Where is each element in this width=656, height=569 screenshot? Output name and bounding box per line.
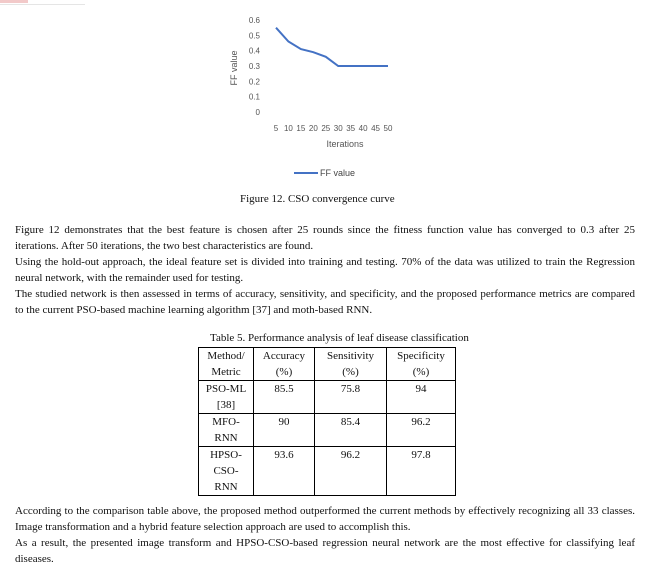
- header-sensitivity: Sensitivity (%): [315, 348, 387, 381]
- table-caption: Table 5. Performance analysis of leaf disease classification: [210, 332, 469, 344]
- x-tick-label: 45: [371, 124, 381, 133]
- accuracy-cell: 85.5: [254, 381, 315, 414]
- header-specificity: Specificity (%): [387, 348, 456, 381]
- x-tick-label: 20: [308, 124, 318, 133]
- method-cell: HPSO- CSO- RNN: [199, 447, 254, 496]
- x-tick-label: 10: [283, 124, 293, 133]
- y-tick-label: 0: [255, 108, 260, 117]
- method-cell: MFO- RNN: [199, 414, 254, 447]
- paragraph-2: Using the hold-out approach, the ideal feature set is divided into training and testing. 70% of the data was utilized to train the Regression neural network, with the remainder used for testing.: [15, 256, 635, 284]
- paragraph-3: The studied network is then assessed in terms of accuracy, sensitivity, and specificity, and the proposed performance metrics are compared to the current PSO-based machine learning algorithm [37] and moth-based RNN.: [15, 288, 635, 316]
- x-tick-label: 40: [358, 124, 368, 133]
- x-tick-label: 5: [273, 124, 279, 133]
- x-tick-label: 35: [346, 124, 356, 133]
- sensitivity-cell: 96.2: [315, 447, 387, 496]
- table-row: [199, 414, 456, 447]
- convergence-chart: [212, 4, 432, 190]
- specificity-cell: 94: [387, 381, 456, 414]
- series-line-ff-value: [276, 28, 388, 66]
- y-tick-label: 0.6: [248, 16, 260, 25]
- accuracy-cell: 90: [254, 414, 315, 447]
- table-row: [199, 381, 456, 414]
- y-tick-label: 0.3: [248, 62, 260, 71]
- top-edge-mark: [0, 0, 85, 5]
- y-tick-label: 0.5: [248, 31, 260, 41]
- legend-label: FF value: [320, 168, 356, 178]
- y-tick-label: 0.4: [248, 46, 260, 56]
- table-row: [199, 447, 456, 496]
- header-accuracy: Accuracy (%): [254, 348, 315, 381]
- y-tick-label: 0.2: [248, 77, 260, 87]
- paragraph-1: Figure 12 demonstrates that the best feature is chosen after 25 rounds since the fitness function value has converged to 0.3 after 25 iterations. After 50 iterations, the two best characteristics are found.: [15, 224, 635, 252]
- figure-caption: Figure 12. CSO convergence curve: [240, 193, 395, 205]
- specificity-cell: 96.2: [387, 414, 456, 447]
- y-tick-label: 0.1: [248, 92, 260, 102]
- chart-legend: [294, 168, 355, 178]
- legend-swatch: [294, 172, 318, 174]
- specificity-cell: 97.8: [387, 447, 456, 496]
- x-axis-label: Iterations: [326, 139, 364, 149]
- paragraph-4: According to the comparison table above, the proposed method outperformed the current methods by effectively recognizing all 33 classes. Image transformation and a hybrid feature selection approach are used to accomplish this.: [15, 505, 635, 533]
- performance-table: [198, 347, 456, 496]
- x-tick-label: 50: [383, 124, 393, 133]
- sensitivity-cell: 85.4: [315, 414, 387, 447]
- paragraph-5: As a result, the presented image transform and HPSO-CSO-based regression neural network are the most effective for classifying leaf diseases.: [15, 537, 635, 565]
- method-cell: PSO-ML [38]: [199, 381, 254, 414]
- x-tick-label: 15: [296, 124, 306, 133]
- x-tick-label: 25: [321, 124, 331, 133]
- header-method: Method/ Metric: [199, 348, 254, 381]
- table-header-row: [199, 348, 456, 381]
- x-tick-label: 30: [333, 124, 343, 133]
- y-axis-label: FF value: [229, 50, 239, 86]
- sensitivity-cell: 75.8: [315, 381, 387, 414]
- chart-svg: [212, 4, 432, 190]
- accuracy-cell: 93.6: [254, 447, 315, 496]
